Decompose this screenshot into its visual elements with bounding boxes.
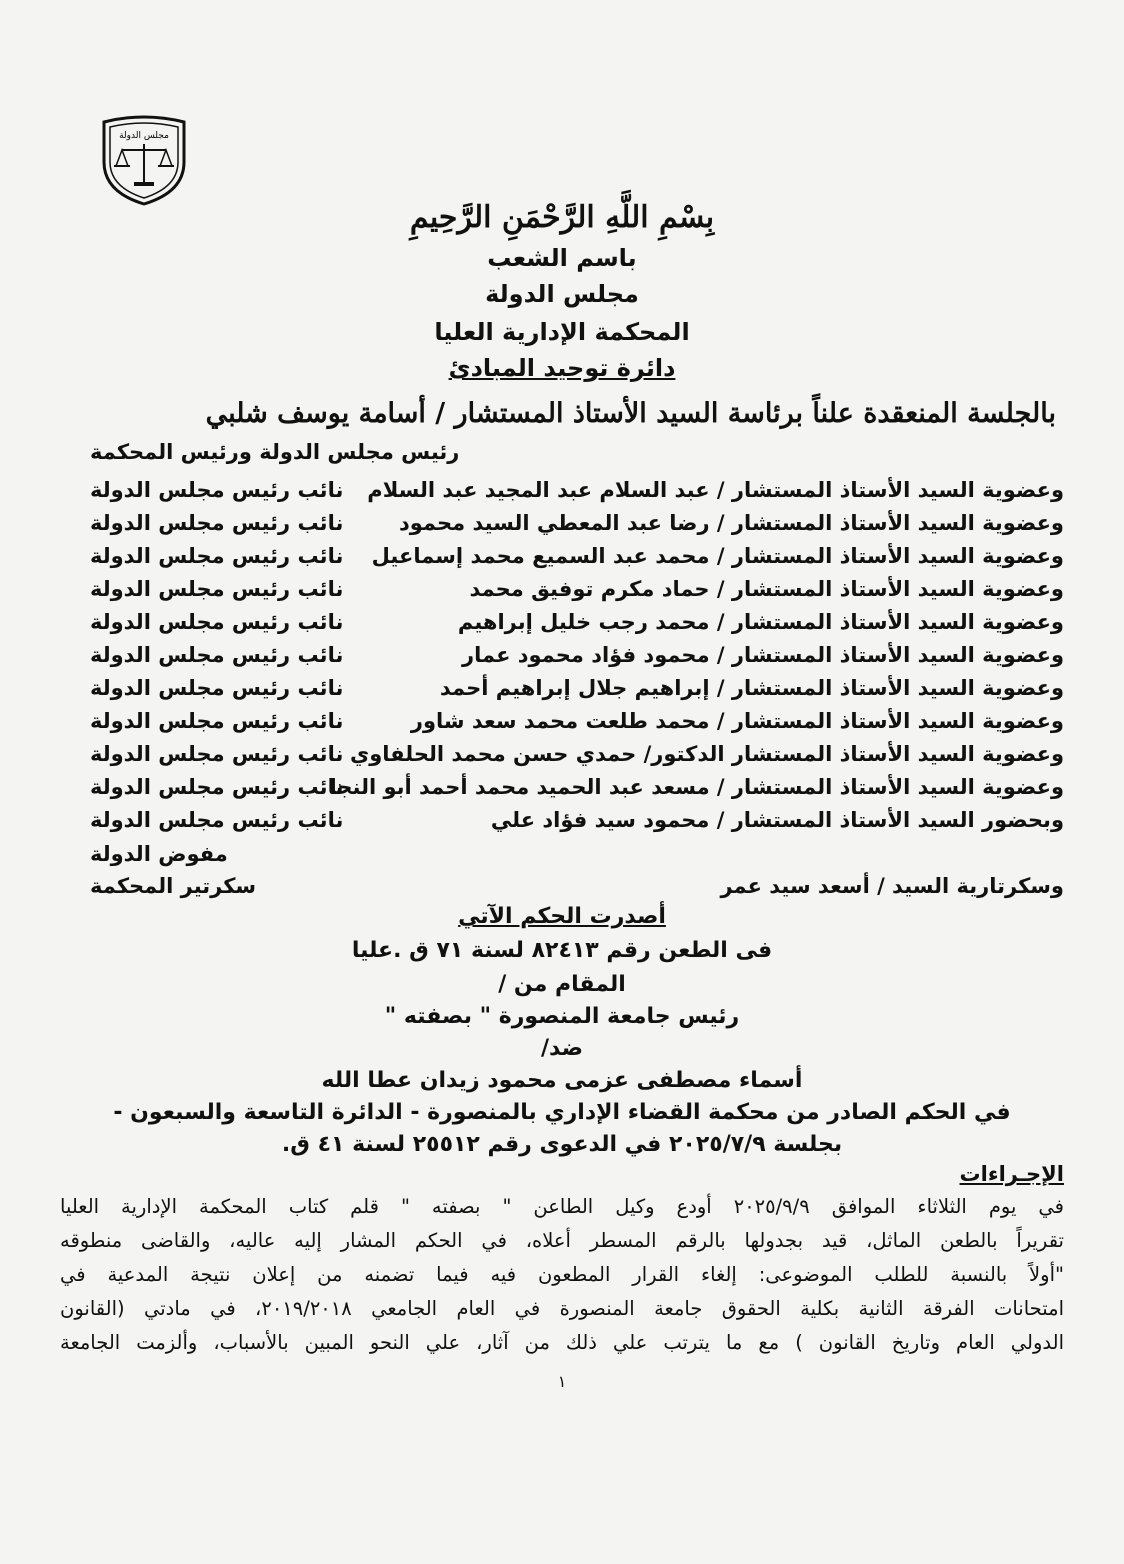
basmala: بِسْمِ اللَّهِ الرَّحْمَنِ الرَّحِيمِ	[409, 200, 715, 235]
header-council: مجلس الدولة	[485, 280, 639, 308]
presiding-title: رئيس مجلس الدولة ورئيس المحكمة	[90, 440, 460, 464]
member-title: نائب رئيس مجلس الدولة	[90, 676, 344, 700]
member-row	[90, 544, 1064, 576]
header-court: المحكمة الإدارية العليا	[434, 318, 690, 346]
member-name: وعضوية السيد الأستاذ المستشار / رضا عبد المعطي السيد محمود	[398, 511, 1064, 535]
procedures-line: تقريراً بالطعن الماثل، قيد بجدولها بالرقم المسطر أعلاه، في الحكم المشار إليه عاليه، والقاضى منطوقه	[60, 1229, 1064, 1252]
member-row	[90, 511, 1064, 543]
procedures-line: امتحانات الفرقة الثانية بكلية الحقوق جامعة المنصورة في العام الجامعي ٢٠١٩/٢٠١٨، في مادتي (القانون	[60, 1297, 1064, 1320]
member-name: وعضوية السيد الأستاذ المستشار الدكتور/ حمدي حسن محمد الحلفاوي	[349, 742, 1064, 766]
procedures-heading: الإجـراءات	[959, 1162, 1064, 1186]
header-circuit: دائرة توحيد المبادئ	[448, 354, 676, 382]
secretary-title: سكرتير المحكمة	[90, 874, 257, 898]
member-row	[90, 775, 1064, 807]
procedures-text	[60, 1190, 1064, 1360]
header-people: باسم الشعب	[487, 244, 637, 272]
secretary-name: وسكرتارية السيد / أسعد سيد عمر	[720, 874, 1064, 898]
ruling-reference-1: في الحكم الصادر من محكمة القضاء الإداري بالمنصورة - الدائرة التاسعة والسبعون -	[113, 1100, 1011, 1125]
against: ضد/	[540, 1036, 583, 1061]
member-title: نائب رئيس مجلس الدولة	[90, 511, 344, 535]
member-title: نائب رئيس مجلس الدولة	[90, 709, 344, 733]
procedures-line: "أولاً بالنسبة للطلب الموضوعى: إلغاء القرار المطعون فيه فيما تضمنه من إعلان نتيجة المدعية في	[60, 1263, 1064, 1286]
ruling-reference-2: بجلسة ٢٠٢٥/٧/٩ في الدعوى رقم ٢٥٥١٢ لسنة ٤١ ق.	[281, 1132, 843, 1157]
respondent: أسماء مصطفى عزمى محمود زيدان عطا الله	[321, 1068, 803, 1093]
member-name: وعضوية السيد الأستاذ المستشار / محمد رجب خليل إبراهيم	[457, 610, 1064, 634]
presiding-line: بالجلسة المنعقدة علناً برئاسة السيد الأستاذ المستشار / أسامة يوسف شلبي	[205, 398, 1056, 429]
member-row	[90, 577, 1064, 609]
member-row	[90, 742, 1064, 774]
procedures-line: في يوم الثلاثاء الموافق ٢٠٢٥/٩/٩ أودع وكيل الطاعن " بصفته " قلم كتاب المحكمة الإدارية العليا	[60, 1195, 1064, 1218]
filed-by: المقام من /	[498, 972, 626, 997]
member-title: نائب رئيس مجلس الدولة	[90, 577, 344, 601]
member-title: نائب رئيس مجلس الدولة	[90, 610, 344, 634]
appellant: رئيس جامعة المنصورة " بصفته "	[384, 1004, 740, 1029]
procedures-line: الدولي العام وتاريخ القانون ) مع ما يترتب علي ذلك من آثار، علي النحو المبين بالأسباب، وألزمت الجامعة	[60, 1331, 1064, 1354]
appeal-number: فى الطعن رقم ٨٢٤١٣ لسنة ٧١ ق .عليا	[351, 938, 773, 963]
member-row	[90, 610, 1064, 642]
member-row	[90, 478, 1064, 510]
member-name: وعضوية السيد الأستاذ المستشار / عبد السلام عبد المجيد عبد السلام	[367, 478, 1064, 502]
member-row	[90, 676, 1064, 708]
member-title: نائب رئيس مجلس الدولة	[90, 643, 344, 667]
page-number: ١	[557, 1372, 567, 1391]
member-title: نائب رئيس مجلس الدولة	[90, 775, 344, 799]
member-name: وعضوية السيد الأستاذ المستشار / محمود فؤاد محمود عمار	[462, 643, 1064, 667]
member-title: نائب رئيس مجلس الدولة	[90, 808, 344, 832]
member-row	[90, 709, 1064, 741]
member-name: وعضوية السيد الأستاذ المستشار / محمد طلعت محمد سعد شاور	[410, 709, 1064, 733]
member-title: نائب رئيس مجلس الدولة	[90, 544, 344, 568]
member-name: وعضوية السيد الأستاذ المستشار / مسعد عبد الحميد محمد أحمد أبو النجا	[329, 775, 1064, 799]
member-title: نائب رئيس مجلس الدولة	[90, 478, 344, 502]
member-title: نائب رئيس مجلس الدولة	[90, 742, 344, 766]
member-name: وعضوية السيد الأستاذ المستشار / إبراهيم جلال إبراهيم أحمد	[439, 676, 1064, 700]
commissioner-title: مفوض الدولة	[90, 842, 228, 866]
member-name: وعضوية السيد الأستاذ المستشار / محمد عبد السميع محمد إسماعيل	[371, 544, 1064, 568]
ruling-issued: أصدرت الحكم الآتي	[458, 904, 666, 929]
member-name: وعضوية السيد الأستاذ المستشار / حماد مكرم توفيق محمد	[469, 577, 1064, 601]
svg-text:مجلس الدولة: مجلس الدولة	[119, 131, 169, 141]
member-row	[90, 643, 1064, 675]
council-emblem-icon	[98, 112, 190, 206]
member-name: وبحضور السيد الأستاذ المستشار / محمود سيد فؤاد علي	[490, 808, 1064, 832]
member-row	[90, 808, 1064, 840]
